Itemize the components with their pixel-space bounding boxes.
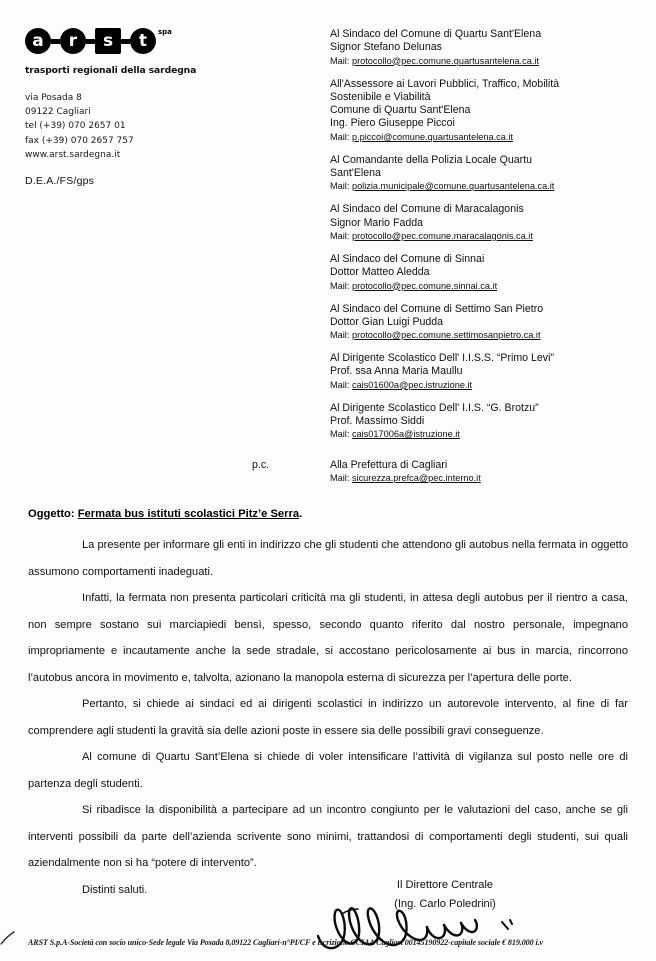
- addressee-line: Sant'Elena: [330, 167, 381, 180]
- mail-link[interactable]: sicurezza.prefca@pec.interno.it: [351, 473, 481, 484]
- addressee-block: [330, 28, 646, 68]
- subject-label: Oggetto:: [28, 508, 78, 520]
- reference-code: D.E.A./FS/gps: [25, 175, 95, 188]
- mail-link[interactable]: protocollo@pec.comune.settimosanpietro.ca.it: [351, 330, 541, 341]
- addressee-line: Signor Mario Fadda: [330, 216, 424, 229]
- addressee-line: Al Sindaco del Comune di Settimo San Pietro: [330, 302, 544, 315]
- logo-tagline: trasporti regionali della sardegna: [25, 65, 197, 76]
- arst-logo: [25, 28, 215, 62]
- body-paragraph: Infatti, la fermata non presenta particolari criticità ma gli studenti, in attesa degli autobus per il rientro a casa, non sempre sostano sui marciapiedi bensì, spesso, secondo quanto riferito dal nostro personale, impegnano impropriamente e incautamente anche la sede stradale, si accostano pericolosamente ai bus in marcia, rincorrono l’autobus ancora in movimento e, talvolta, azionano la manopola esterna di sicurezza per l’apertura delle porte.: [28, 592, 628, 684]
- logo-letter-a: a: [25, 28, 51, 54]
- logo-connector-2: [86, 39, 95, 44]
- logo-connector-1: [51, 39, 60, 44]
- body-paragraph: La presente per informare gli enti in indirizzo che gli studenti che attendono gli autobus nella fermata in oggetto assumono comportamenti inadeguati.: [28, 539, 628, 578]
- subject-period: .: [299, 508, 303, 520]
- addressee-mail: [330, 131, 646, 144]
- contact-fax: fax (+39) 070 2657 757: [25, 135, 134, 146]
- mail-label: Mail:: [330, 230, 352, 241]
- addressee-mail: [330, 280, 646, 293]
- addressee-block: [330, 78, 646, 144]
- addressee-block: [330, 253, 646, 293]
- addressee-line: Comune di Quartu Sant'Elena: [330, 104, 471, 117]
- subject-line: [28, 508, 302, 520]
- signatory-name: (Ing. Carlo Poledrini): [394, 898, 496, 910]
- carbon-copy-block: [252, 459, 648, 485]
- addressee-line: Al Sindaco del Comune di Sinnai: [330, 252, 485, 265]
- contact-website: www.arst.sardegna.it: [25, 149, 121, 160]
- addressee-block: [330, 402, 646, 442]
- carbon-copy-body: [330, 459, 648, 485]
- addressee-line: Signor Stefano Delunas: [330, 41, 442, 54]
- addressee-block: [330, 303, 646, 343]
- addressee-list: [330, 28, 646, 451]
- addressee-line: Ing. Piero Giuseppe Piccoi: [330, 117, 455, 130]
- mail-link[interactable]: cais01600a@pec.istruzione.it: [351, 379, 473, 390]
- mail-label: Mail:: [330, 181, 352, 192]
- addressee-line: Al Sindaco del Comune di Maracalagonis: [330, 203, 524, 216]
- addressee-line: Al Dirigente Scolastico Dell' I.I.S.S. “Primo Levi”: [330, 352, 554, 365]
- body-paragraph: Pertanto, si chiede ai sindaci ed ai dirigenti scolastici in indirizzo un autorevole intervento, al fine di far comprendere agli studenti la gravità sia delle azioni poste in essere sia delle possibili gravi conseguenze.: [28, 698, 628, 737]
- addressee-line: Prof. Massimo Siddi: [330, 415, 425, 428]
- addressee-mail: [330, 55, 646, 68]
- mail-link[interactable]: polizia.municipale@comune.quartusantelena.ca.it: [351, 181, 555, 192]
- signatory-title: Il Direttore Centrale: [396, 879, 494, 891]
- logo-connector-3: [121, 39, 130, 44]
- mail-link[interactable]: protocollo@pec.comune.quartusantelena.ca.it: [351, 55, 540, 66]
- addressee-line: Sostenibile e Viabilità: [330, 90, 431, 103]
- logo-spa-superscript: spa: [158, 28, 172, 36]
- addressee-line: All'Assessore ai Lavori Pubblici, Traffico, Mobilità: [330, 77, 560, 90]
- mail-label: Mail:: [330, 330, 352, 341]
- addressee-mail: [330, 180, 646, 193]
- carbon-copy-line: Alla Prefettura di Cagliari: [330, 459, 448, 471]
- closing-salutation: Distinti saluti.: [82, 883, 148, 896]
- scan-artifact-mark: [0, 930, 20, 948]
- addressee-mail: [330, 428, 646, 441]
- addressee-line: Dottor Gian Luigi Pudda: [330, 315, 444, 328]
- carbon-copy-label: p.c.: [252, 459, 270, 471]
- logo-letter-s: s: [95, 28, 121, 54]
- addressee-block: [330, 203, 646, 243]
- page-footer: ARST S.p.A-Società con socio unico-Sede legale Via Posada 8,09122 Cagliari-n°PI/CF e iscrizione CCIAA Cagliari 00145190922-capitale sociale € 819.000 i.v: [28, 938, 544, 947]
- mail-label: Mail:: [330, 55, 352, 66]
- signature-block: [330, 876, 560, 914]
- logo-letter-r: r: [60, 28, 86, 54]
- mail-link[interactable]: protocollo@pec.comune.maracalagonis.ca.it: [351, 230, 533, 241]
- addressee-mail: [330, 329, 646, 342]
- addressee-line: Prof. ssa Anna Maria Maullu: [330, 365, 463, 378]
- addressee-line: Dottor Matteo Aledda: [330, 266, 430, 279]
- addressee-line: Al Comandante della Polizia Locale Quartu: [330, 153, 532, 166]
- body-paragraph: Si ribadisce la disponibilità a partecipare ad un incontro congiunto per le valutazioni del caso, anche se gli interventi possibili da parte dell’azienda scrivente sono minimi, trattandosi di comportamenti degli studenti, sui quali aziendalmente non si ha “potere di intervento”.: [28, 804, 628, 869]
- logo-marks: [25, 28, 156, 54]
- addressee-block: [330, 154, 646, 194]
- contact-street: via Posada 8: [25, 93, 82, 103]
- addressee-mail: [330, 379, 646, 392]
- addressee-line: Al Sindaco del Comune di Quartu Sant'Elena: [330, 28, 542, 40]
- addressee-mail: [330, 230, 646, 243]
- mail-link[interactable]: cais017006a@istruzione.it: [351, 429, 460, 440]
- contact-city: 09122 Cagliari: [25, 107, 91, 118]
- mail-link[interactable]: p.piccoi@comune.quartusantelena.ca.it: [351, 131, 513, 142]
- mail-label: Mail:: [330, 429, 352, 440]
- addressee-block: [330, 352, 646, 392]
- mail-label: Mail:: [330, 379, 352, 390]
- carbon-copy-mail: [330, 472, 648, 485]
- mail-link[interactable]: protocollo@pec.comune.sinnai.ca.it: [351, 280, 498, 291]
- letter-body: [28, 532, 628, 903]
- addressee-line: Al Dirigente Scolastico Dell' I.I.S. “G. Brotzu”: [330, 401, 539, 414]
- body-paragraph: Al comune di Quartu Sant’Elena si chiede di voler intensificare l’attività di vigilanza sul posto nelle ore di partenza degli studenti.: [28, 751, 628, 790]
- logo-letter-t: t: [130, 28, 156, 54]
- subject-value: Fermata bus istituti scolastici Pitz’e Serra: [77, 508, 300, 520]
- mail-label: Mail:: [330, 131, 352, 142]
- letterhead: [25, 28, 215, 187]
- contact-block: [25, 91, 215, 162]
- mail-label: Mail:: [330, 473, 352, 484]
- contact-phone: tel (+39) 070 2657 01: [25, 121, 126, 132]
- mail-label: Mail:: [330, 280, 352, 291]
